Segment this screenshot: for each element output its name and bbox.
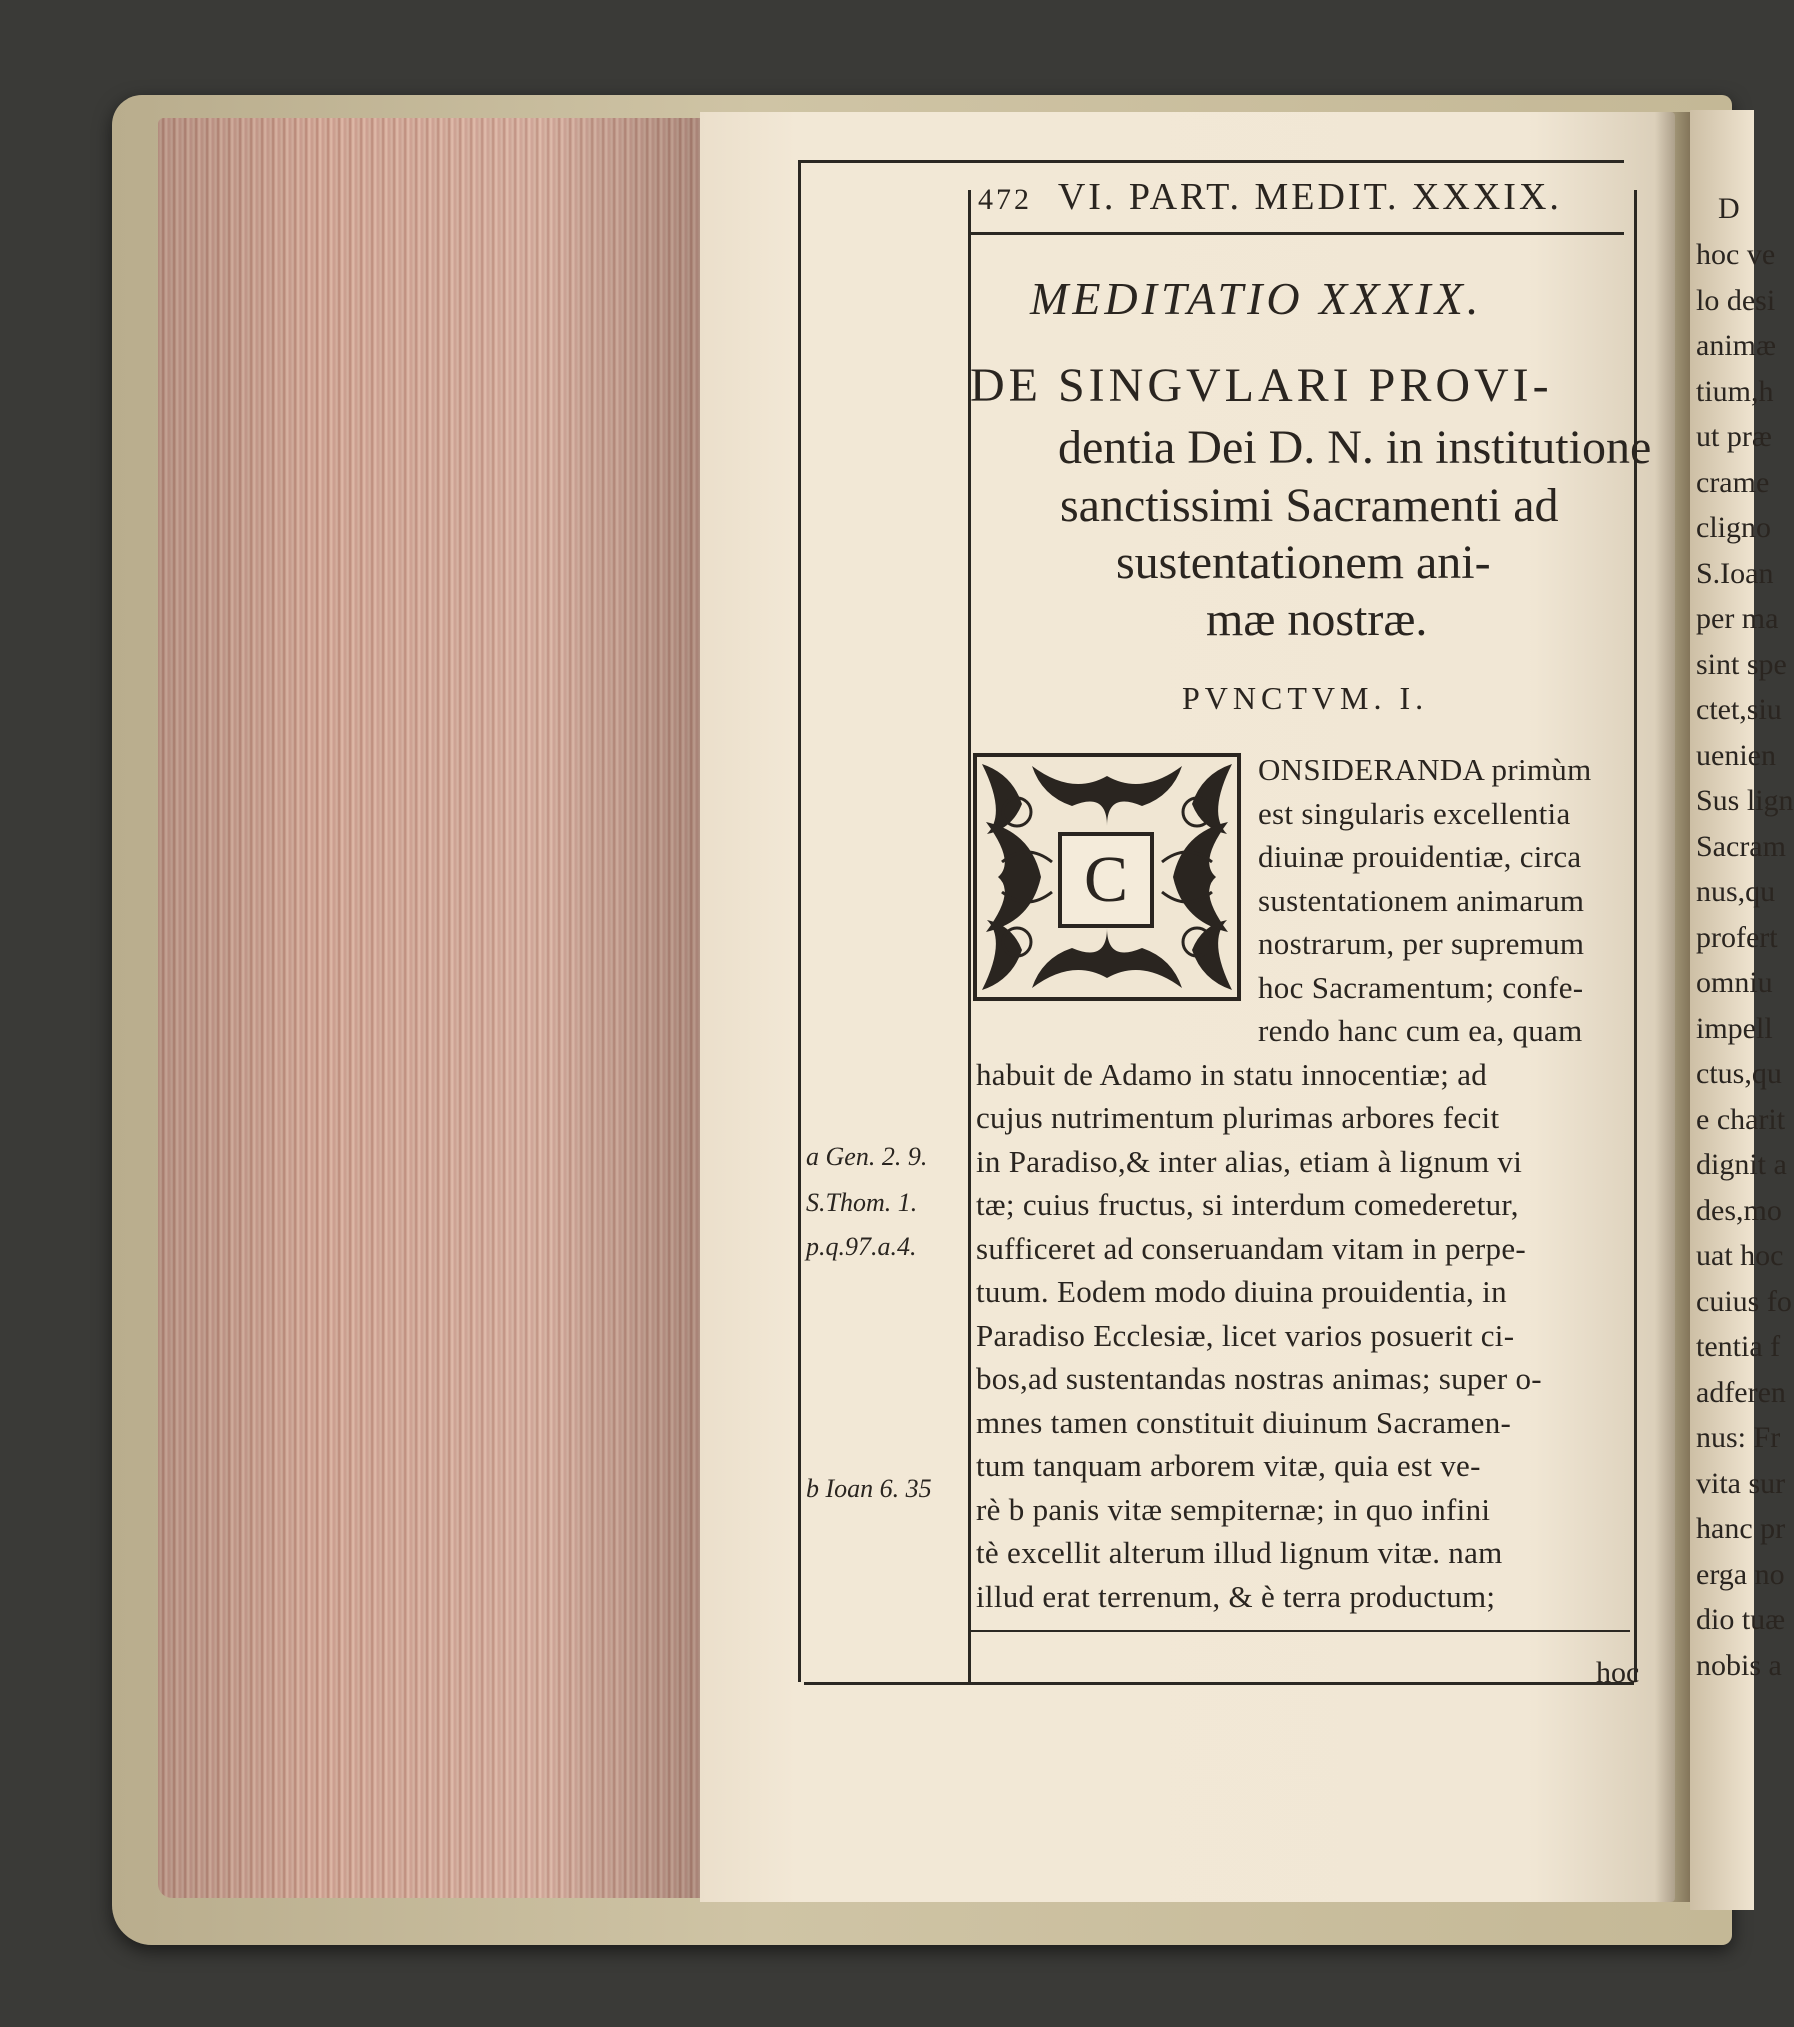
facing-page-line: dignit a [1696, 1148, 1787, 1181]
frame-head-rule [970, 232, 1624, 235]
body-line: rendo hanc cum ea, quam [1258, 1013, 1583, 1048]
facing-page-line: erga no [1696, 1557, 1785, 1591]
heading-line-2: dentia Dei D. N. in institutione [1058, 421, 1652, 474]
body-line: rè b panis vitæ sempiternæ; in quo infini [976, 1491, 1491, 1527]
margin-note: p.q.97.a.4. [806, 1232, 917, 1261]
facing-page-line: tentia f [1696, 1330, 1781, 1363]
body-line: bos,ad sustentandas nostras animas; super o- [976, 1361, 1542, 1396]
margin-note: b Ioan 6. 35 [806, 1474, 932, 1503]
frame-top-rule [800, 160, 1624, 163]
body-line: tè excellit alterum illud lignum vitæ. nam [976, 1535, 1503, 1570]
facing-page-line: S.Ioan [1696, 556, 1774, 590]
facing-page-line: adferen [1696, 1375, 1786, 1409]
meditation-title: MEDITATIO XXXIX. [1030, 273, 1483, 324]
body-line: nostrarum, per supremum [1258, 926, 1585, 961]
body-line: tæ; cuius fructus, si interdum comederetur, [976, 1187, 1519, 1222]
frame-left-rule [798, 160, 801, 1682]
facing-page-line: omniu [1696, 966, 1773, 999]
facing-page-line: hanc pr [1696, 1512, 1786, 1545]
body-line: Paradiso Ecclesiæ, licet varios posuerit ci- [976, 1317, 1515, 1353]
body-line: mnes tamen constituit diuinum Sacramen- [976, 1404, 1512, 1440]
decorated-initial [972, 752, 1242, 1002]
heading-line-5: mæ nostræ. [1206, 593, 1428, 646]
frame-body-bottom-rule [970, 1630, 1630, 1632]
facing-page-line: nus,qu [1696, 875, 1776, 908]
facing-page-line: lo desi [1696, 283, 1776, 317]
facing-page [1690, 110, 1794, 1910]
facing-page-line: per ma [1696, 602, 1779, 635]
facing-page-line: cligno [1696, 511, 1771, 544]
facing-page-line: hoc ve [1696, 238, 1776, 271]
facing-page-line: ut præ [1696, 420, 1772, 453]
body-line: tuum. Eodem modo diuina prouidentia, in [976, 1274, 1507, 1309]
facing-page-line: dio tuæ [1696, 1603, 1786, 1636]
catchword: hoc [1596, 1656, 1640, 1689]
body-line: sufficeret ad conseruandam vitam in perpe- [976, 1230, 1526, 1266]
facing-page-line: cuius fo [1696, 1284, 1792, 1318]
heading-line-4: sustentationem ani- [1116, 536, 1491, 589]
body-line: ONSIDERANDA primùm [1258, 752, 1592, 787]
facing-page-line: ctet,siu [1696, 693, 1782, 726]
body-line: est singularis excellentia [1258, 795, 1571, 831]
body-line: hoc Sacramentum; confe- [1258, 969, 1584, 1005]
facing-page-line: impell [1696, 1011, 1773, 1045]
facing-page-line: nobis a [1696, 1648, 1782, 1682]
facing-page-line: ctus,qu [1696, 1057, 1782, 1090]
initial-letter: C [1058, 832, 1154, 928]
body-line: illud erat terrenum, & è terra productum; [976, 1578, 1496, 1614]
facing-page-line: crame [1696, 465, 1770, 499]
gutter-shadow [1655, 112, 1695, 1902]
body-line: sustentationem animarum [1258, 882, 1585, 918]
body-line: in Paradiso,& inter alias, etiam à lignum vi [976, 1143, 1523, 1179]
body-line: tum tanquam arborem vitæ, quia est ve- [976, 1448, 1481, 1483]
facing-page-line: sint spe [1696, 647, 1787, 681]
facing-page-line: profert [1696, 920, 1778, 954]
running-head-text: VI. PART. MEDIT. XXXIX. [1057, 176, 1562, 218]
facing-page-line: uat hoc [1696, 1239, 1784, 1272]
facing-page-line: tium,h [1696, 374, 1774, 408]
facing-page-line: Sus lign [1696, 784, 1794, 817]
heading-line-1: DE SINGVLARI PROVI- [970, 359, 1553, 412]
facing-page-line: animæ [1696, 329, 1776, 362]
body-line: cujus nutrimentum plurimas arbores fecit [976, 1100, 1500, 1135]
body-line: diuinæ prouidentiæ, circa [1258, 839, 1582, 874]
running-head [978, 175, 1562, 219]
facing-page-line: nus: Fr [1696, 1421, 1781, 1454]
frame-bottom-rule [804, 1682, 1634, 1685]
facing-page-line: D [1718, 192, 1740, 225]
punctum-heading: PVNCTVM. I. [1182, 680, 1429, 716]
frame-right-rule [1634, 190, 1637, 1682]
facing-page-line: Sacram [1696, 829, 1786, 863]
facing-page-line: uenien [1696, 738, 1776, 772]
facing-page-line: e charit [1696, 1102, 1786, 1136]
margin-note: a Gen. 2. 9. [806, 1142, 928, 1171]
heading-line-3: sanctissimi Sacramenti ad [1060, 479, 1559, 532]
body-line: habuit de Adamo in statu innocentiæ; ad [976, 1056, 1488, 1092]
frame-inner-rule [968, 190, 971, 1682]
facing-page-line: des,mo [1696, 1193, 1782, 1227]
page-block-edges [158, 118, 708, 1898]
page-number: 472 [978, 183, 1032, 216]
facing-page-line: vita sur [1696, 1466, 1786, 1500]
margin-note: S.Thom. 1. [806, 1188, 918, 1217]
